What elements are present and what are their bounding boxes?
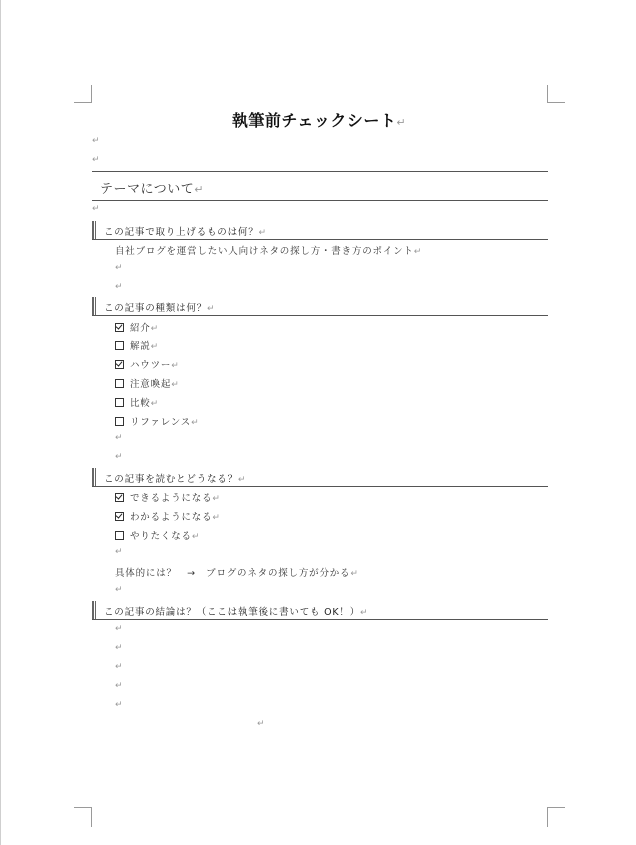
paragraph-mark-icon: ↵ (237, 475, 247, 485)
section-heading-conclusion[interactable]: この記事の結論は？（ここは執筆後に書いても OK！）↵ (92, 601, 548, 620)
checkbox-checked-icon[interactable] (115, 360, 124, 369)
paragraph-mark-icon: ↵ (258, 228, 267, 238)
paragraph-mark-icon: ↵ (115, 585, 123, 595)
option-item-understand[interactable]: わかるようになる↵ (115, 509, 221, 523)
paragraph-mark-icon: ↵ (115, 643, 123, 653)
paragraph-mark-icon: ↵ (115, 452, 123, 462)
paragraph-mark-icon: ↵ (194, 183, 204, 196)
section-heading-type[interactable]: この記事の種類は何？↵ (92, 297, 548, 316)
paragraph-mark-icon: ↵ (115, 547, 123, 557)
crop-mark-bottom-right (547, 807, 565, 827)
paragraph-mark-icon: ↵ (191, 418, 200, 428)
crop-mark-top-left (74, 85, 92, 103)
checkbox-unchecked-icon[interactable] (115, 531, 124, 540)
theme-heading: テーマについて↵ (100, 182, 204, 197)
paragraph-mark-icon: ↵ (115, 263, 123, 273)
paragraph-mark-icon: ↵ (115, 700, 123, 710)
paragraph-mark-icon: ↵ (171, 380, 180, 390)
paragraph-mark-icon: ↵ (115, 433, 123, 443)
heading-bar-icon (92, 468, 96, 486)
paragraph-mark-icon: ↵ (150, 324, 159, 334)
option-item-reference[interactable]: リファレンス↵ (115, 414, 199, 428)
paragraph-mark-icon: ↵ (115, 282, 123, 292)
option-item-want-to-do[interactable]: やりたくなる↵ (115, 528, 200, 542)
option-item-introduction[interactable]: 紹介↵ (115, 320, 159, 334)
paragraph-mark-icon: ↵ (92, 204, 100, 214)
section-heading-outcome[interactable]: この記事を読むとどうなる？↵ (92, 468, 548, 487)
paragraph-mark-icon: ↵ (92, 136, 100, 146)
checkbox-checked-icon[interactable] (115, 512, 124, 521)
option-item-can-do[interactable]: できるようになる↵ (115, 490, 221, 504)
checkbox-checked-icon[interactable] (115, 493, 124, 502)
option-item-howto[interactable]: ハウツー↵ (115, 357, 180, 371)
paragraph-mark-icon: ↵ (150, 399, 159, 409)
checkbox-unchecked-icon[interactable] (115, 417, 124, 426)
checkbox-checked-icon[interactable] (115, 323, 124, 332)
paragraph-mark-icon: ↵ (413, 247, 423, 257)
paragraph-mark-icon: ↵ (350, 569, 359, 579)
heading-bar-icon (92, 297, 96, 315)
paragraph-mark-icon: ↵ (191, 532, 201, 542)
paragraph-mark-icon: ↵ (257, 719, 265, 729)
crop-mark-bottom-left (74, 807, 92, 827)
checkbox-unchecked-icon[interactable] (115, 341, 124, 350)
checkbox-unchecked-icon[interactable] (115, 398, 124, 407)
paragraph-mark-icon: ↵ (212, 494, 221, 504)
checkbox-unchecked-icon[interactable] (115, 379, 124, 388)
paragraph-mark-icon: ↵ (115, 662, 123, 672)
heading-bar-icon (92, 221, 96, 239)
paragraph-mark-icon: ↵ (207, 304, 216, 314)
paragraph-mark-icon: ↵ (396, 116, 407, 129)
theme-heading-box[interactable] (92, 171, 548, 201)
paragraph-mark-icon: ↵ (115, 624, 123, 634)
page-title[interactable]: 執筆前チェックシート↵ (231, 111, 407, 130)
paragraph-mark-icon: ↵ (212, 513, 221, 523)
section-heading-topic[interactable]: この記事で取り上げるものは何？↵ (92, 221, 548, 240)
paragraph-mark-icon: ↵ (115, 681, 123, 691)
topic-answer[interactable]: 自社ブログを運営したい人向けネタの探し方・書き方のポイント↵ (115, 246, 423, 257)
heading-bar-icon (92, 601, 96, 619)
option-item-caution[interactable]: 注意喚起↵ (115, 376, 180, 390)
option-item-explanation[interactable]: 解説↵ (115, 338, 159, 352)
option-item-comparison[interactable]: 比較↵ (115, 395, 159, 409)
paragraph-mark-icon: ↵ (171, 361, 180, 371)
paragraph-mark-icon: ↵ (150, 342, 159, 352)
outcome-detail[interactable]: 具体的には？ → ブログのネタの探し方が分かる↵ (115, 568, 359, 579)
paragraph-mark-icon: ↵ (92, 155, 100, 165)
crop-mark-top-right (547, 85, 565, 103)
paragraph-mark-icon: ↵ (360, 608, 369, 618)
